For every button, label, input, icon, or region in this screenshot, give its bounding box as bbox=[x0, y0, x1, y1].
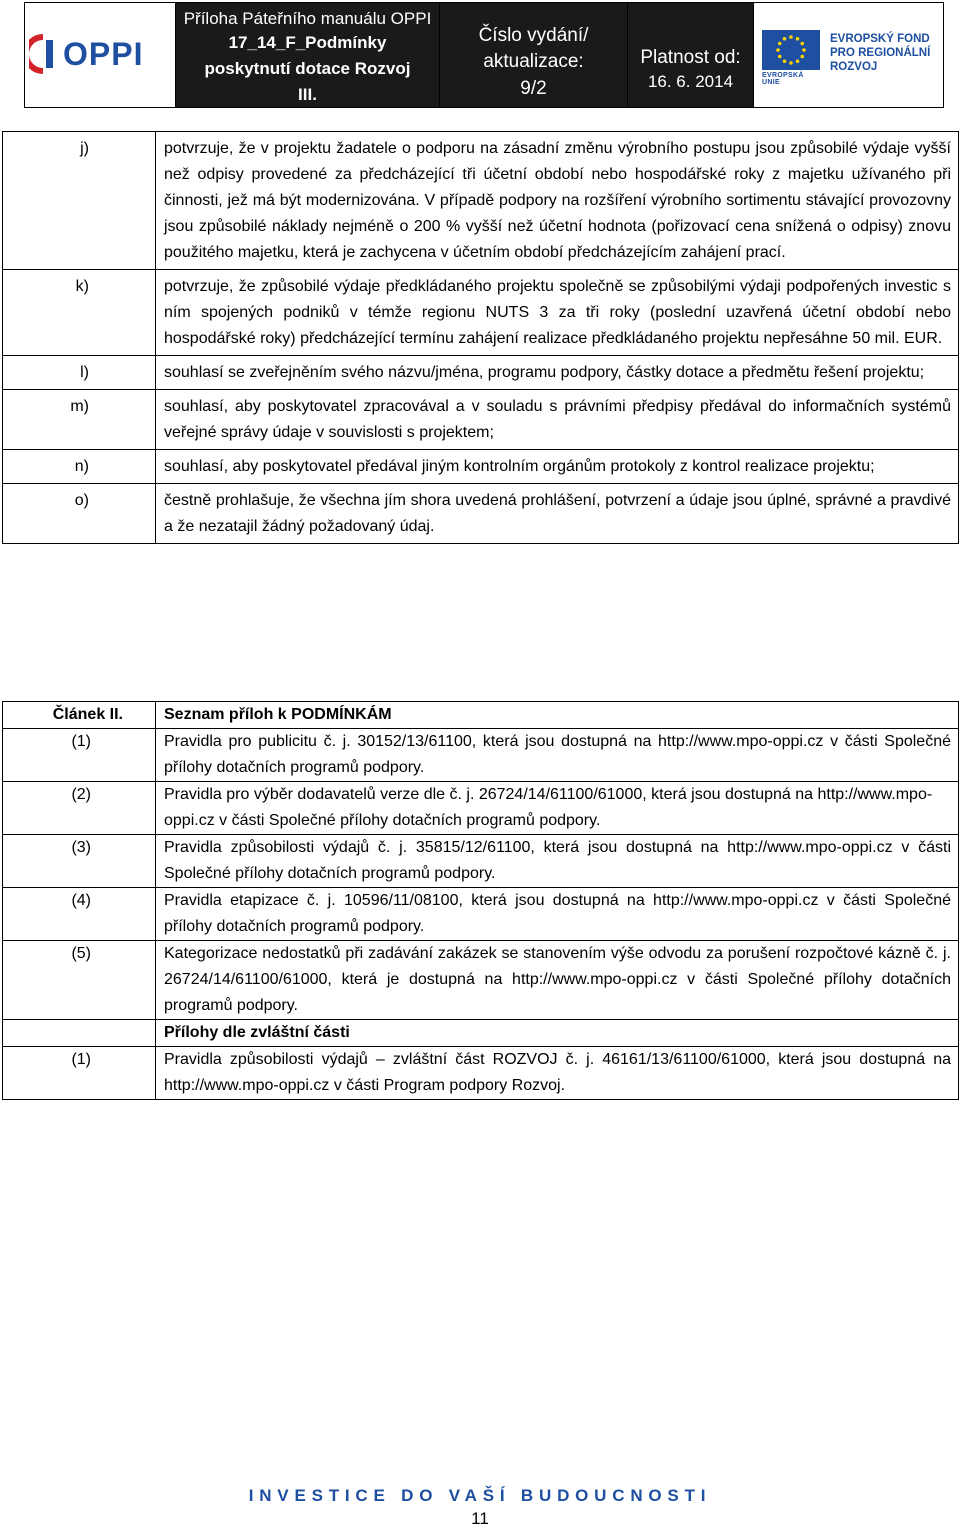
annex-number: (1) bbox=[3, 729, 156, 782]
doc-line-3: poskytnutí dotace Rozvoj bbox=[204, 59, 411, 78]
table-row bbox=[3, 484, 959, 544]
document-header bbox=[24, 2, 944, 108]
oppi-logo bbox=[29, 34, 143, 74]
footer-slogan: INVESTICE DO VAŠÍ BUDOUCNOSTI bbox=[248, 1486, 712, 1505]
annex-text: Kategorizace nedostatků při zadávání zakázek se stanovením výše odvodu za porušení rozpočtové kázně č. j. 26724/14/61100/61000, která je dostupná na http://www.mpo-oppi.cz v části Společné přílohy dotačních programů podpory. bbox=[156, 941, 959, 1020]
table-row bbox=[3, 941, 959, 1020]
table-row bbox=[3, 1020, 959, 1047]
oppi-logo-icon bbox=[29, 34, 57, 74]
eu-star bbox=[789, 35, 793, 39]
doc-line-1: Příloha Páteřního manuálu OPPI bbox=[183, 9, 432, 28]
eu-star bbox=[789, 61, 793, 65]
oppi-logo-cell bbox=[25, 3, 176, 107]
validity-date: 16. 6. 2014 bbox=[647, 72, 734, 91]
condition-text: souhlasí, aby poskytovatel předával jiným kontrolním orgánům protokoly z kontrol realizace projektu; bbox=[156, 450, 959, 484]
annex-table bbox=[2, 701, 959, 1100]
table-row bbox=[3, 450, 959, 484]
eu-caption: EVROPSKÁ UNIE bbox=[762, 72, 804, 86]
table-row bbox=[3, 356, 959, 390]
eu-flag-icon bbox=[762, 30, 820, 70]
annex-text: Pravidla etapizace č. j. 10596/11/08100, která jsou dostupná na http://www.mpo-oppi.cz v části Společné přílohy dotačních programů podpory. bbox=[156, 888, 959, 941]
annex-text: Pravidla pro výběr dodavatelů verze dle č. j. 26724/14/61100/61000, která jsou dostupná na http://www.mpo-oppi.cz v části Společné přílohy dotačních programů podpory. bbox=[156, 782, 959, 835]
table-row bbox=[3, 390, 959, 450]
annex-number: (5) bbox=[3, 941, 156, 1020]
annex-text: Pravidla způsobilosti výdajů č. j. 35815/12/61100, která jsou dostupná na http://www.mpo-oppi.cz v části Společné přílohy dotačních programů podpory. bbox=[156, 835, 959, 888]
doc-line-4: III. bbox=[298, 85, 317, 104]
condition-text: souhlasí, aby poskytovatel zpracovával a v souladu s právními předpisy předával do informačních systémů veřejné správy údaje v souvislosti s projektem; bbox=[156, 390, 959, 450]
eu-fund-line-1: EVROPSKÝ FOND bbox=[830, 33, 930, 45]
condition-letter: k) bbox=[3, 270, 156, 356]
condition-letter: m) bbox=[3, 390, 156, 450]
eu-star bbox=[796, 59, 800, 63]
page-number: 11 bbox=[471, 1509, 489, 1528]
table-row bbox=[3, 888, 959, 941]
article-heading: Článek II. bbox=[3, 702, 156, 729]
oppi-logo-text: OPPI bbox=[63, 35, 144, 72]
eu-star bbox=[776, 48, 780, 52]
eu-fund-line-3: ROZVOJ bbox=[830, 61, 878, 73]
validity-label: Platnost od: bbox=[640, 47, 741, 68]
condition-letter: l) bbox=[3, 356, 156, 390]
validity-cell bbox=[628, 3, 754, 107]
annex-number: (3) bbox=[3, 835, 156, 888]
table-row bbox=[3, 782, 959, 835]
version-value: 9/2 bbox=[520, 78, 547, 99]
condition-text: potvrzuje, že způsobilé výdaje předkládaného projektu společně se způsobilými výdaji podpořených investic s ním spojených podniků v témže regionu NUTS 3 za tři roky (poslední uzavřená účetní období nebo hospodářské roky) předcházející termínu zahájení realizace předkládaného projektu nepřesáhne 50 mil. EUR. bbox=[156, 270, 959, 356]
condition-letter: n) bbox=[3, 450, 156, 484]
annex-header-row bbox=[3, 702, 959, 729]
empty-cell bbox=[3, 1020, 156, 1047]
table-row bbox=[3, 270, 959, 356]
special-annex-heading: Přílohy dle zvláštní části bbox=[156, 1020, 959, 1047]
conditions-table bbox=[2, 131, 959, 544]
eu-fund-line-2: PRO REGIONÁLNÍ bbox=[830, 47, 931, 59]
annex-number: (2) bbox=[3, 782, 156, 835]
version-cell bbox=[440, 3, 628, 107]
eu-logo-cell bbox=[754, 3, 943, 107]
eu-star bbox=[783, 37, 787, 41]
condition-letter: j) bbox=[3, 132, 156, 270]
table-row bbox=[3, 1047, 959, 1100]
version-label-2: aktualizace: bbox=[483, 51, 584, 72]
eu-star bbox=[778, 55, 782, 59]
eu-star bbox=[800, 42, 804, 46]
annex-number: (4) bbox=[3, 888, 156, 941]
condition-text: čestně prohlašuje, že všechna jím shora uvedená prohlášení, potvrzení a údaje jsou úplné, správné a pravdivé a že nezatajil žádný požadovaný údaj. bbox=[156, 484, 959, 544]
annex-text: Pravidla způsobilosti výdajů – zvláštní část ROZVOJ č. j. 46161/13/61100/61000, která jsou dostupná na http://www.mpo-oppi.cz v části Program podpory Rozvoj. bbox=[156, 1047, 959, 1100]
eu-star bbox=[802, 48, 806, 52]
condition-text: souhlasí se zveřejněním svého názvu/jména, programu podpory, částky dotace a předmětu řešení projektu; bbox=[156, 356, 959, 390]
eu-logo bbox=[762, 30, 930, 86]
annex-number: (1) bbox=[3, 1047, 156, 1100]
eu-star bbox=[783, 59, 787, 63]
condition-text: potvrzuje, že v projektu žadatele o podporu na zásadní změnu výrobního postupu jsou způsobilé výdaje vyšší než odpisy provedené za předcházející tři účetní období nebo hospodářské roky z majetku užívaného při činnosti, jež má být modernizována. V případě podpory na rozšíření výrobního sortimentu stávající provozovny jsou způsobilé náklady nejméně o 200 % vyšší než účetní hodnota (pořizovací cena snížená o odpisy) znovu použitého majetku, která je zachycena v účetním období předcházejícím zahájení prací. bbox=[156, 132, 959, 270]
eu-star bbox=[796, 37, 800, 41]
version-label-1: Číslo vydání/ bbox=[478, 25, 589, 46]
table-row bbox=[3, 835, 959, 888]
annex-text: Pravidla pro publicitu č. j. 30152/13/61100, která jsou dostupná na http://www.mpo-oppi.cz v části Společné přílohy dotačních programů podpory. bbox=[156, 729, 959, 782]
eu-star bbox=[800, 55, 804, 59]
condition-letter: o) bbox=[3, 484, 156, 544]
annex-title: Seznam příloh k PODMÍNKÁM bbox=[156, 702, 959, 729]
doc-line-2: 17_14_F_Podmínky bbox=[228, 33, 387, 52]
eu-star bbox=[778, 42, 782, 46]
table-row bbox=[3, 132, 959, 270]
table-row bbox=[3, 729, 959, 782]
document-id-cell bbox=[176, 3, 440, 107]
eu-fund-text bbox=[830, 32, 930, 74]
